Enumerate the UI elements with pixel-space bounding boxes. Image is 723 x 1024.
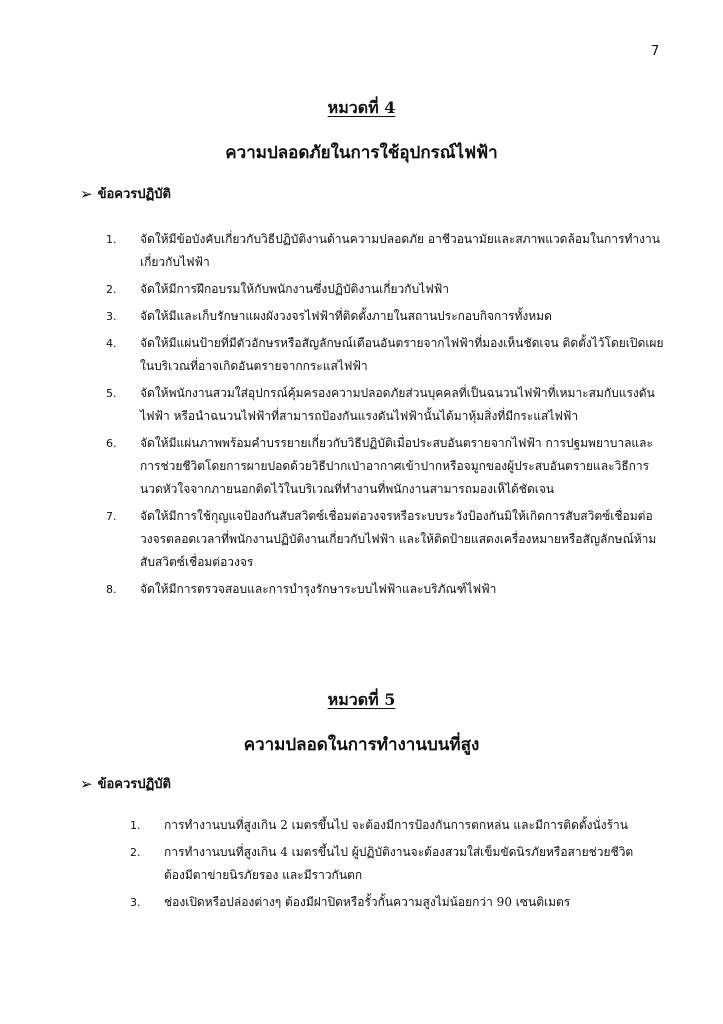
list-item-number: 4.: [106, 337, 117, 350]
arrow-bullet-icon: ➢: [80, 184, 93, 203]
list-item-text: จัดให้พนักงานสวมใส่อุปกรณ์คุ้มครองความปลอดภัยส่วนบุคคลที่เป็นฉนวนไฟฟ้าที่เหมาะสมกับแรงดันไฟฟ้า หรือนำฉนวนไฟฟ้าที่สามารถป้องกันแรงดันไฟฟ้านั้นได้มาหุ้มสิ่งที่มีกระแสไฟฟ้า: [140, 386, 655, 423]
list-item-text: จัดให้มีแผ่นภาพพร้อมคำบรรยายเกี่ยวกับวิธีปฏิบัติเมื่อประสบอันตรายจากไฟฟ้า การปฐมพยาบาลและการช่วยชีวิตโดยการผายปอดด้วยวิธีปากเป่าอากาศเข้าปากหรือจมูกของผู้ประสบอันตรายและวิธีการนวดหัวใจจากภายนอกติดไว้ในบริเวณที่ทำงานที่พนักงานสามารถมองเห็ได้ชัดเจน: [140, 436, 653, 496]
list-item: [106, 505, 666, 574]
list-item-text: จัดให้มีการใช้กุญแจป้องกันสับสวิตซ์เชื่อมต่อวงจรหรือระบบระวังป้องกันมิให้เกิดการสับสวิตซ์เชื่อมต่อวงจรตลอดเวลาที่พนักงานปฏิบัติงานเกี่ยวกับไฟฟ้า และให้ติดป้ายแสดงเครื่องหมายหรือสัญลักษณ์ห้ามสับสวิตซ์เชื่อมต่อวงจร: [140, 509, 657, 569]
chapter-5-practice-heading: [80, 773, 171, 794]
list-item: [106, 432, 666, 501]
list-item-text: การทำงานบนที่สูงเกิน 4 เมตรขึ้นไป ผู้ปฏิบัติงานจะต้องสวมใส่เข็มขัดนิรภัยหรือสายช่วยชีวิตต้องมีตาข่ายนิรภัยรอง และมีราวกันตก: [164, 845, 634, 882]
arrow-bullet-icon: ➢: [80, 774, 93, 793]
list-item-number: 1.: [106, 233, 117, 246]
list-item-text: จัดให้มีแผ่นป้ายที่มีตัวอักษรหรือสัญลักษณ์เตือนอันตรายจากไฟฟ้าที่มองเห็นชัดเจน ติดตั้งไว้โดยเปิดเผยในบริเวณที่อาจเกิดอันตรายจากกระแสไฟฟ้า: [140, 336, 664, 373]
chapter-4-practice-heading: [80, 183, 171, 204]
list-item: [106, 278, 666, 301]
list-item-text: ช่องเปิดหรือปล่องต่างๆ ต้องมีฝาปิดหรือรั้วกั้นความสูงไม่น้อยกว่า 90 เซนติเมตร: [164, 895, 571, 909]
list-item-number: 3.: [130, 896, 141, 909]
list-item: [106, 382, 666, 428]
page-number: 7: [651, 44, 660, 59]
list-item: [130, 814, 650, 837]
practice-heading-label: ข้อควรปฏิบัติ: [97, 187, 171, 202]
chapter-5-subtitle: ความปลอดในการทำงานบนที่สูง: [243, 735, 480, 755]
list-item-text: จัดให้มีการฝึกอบรมให้กับพนักงานซึ่งปฏิบัติงานเกี่ยวกับไฟฟ้า: [140, 282, 449, 296]
list-item-number: 7.: [106, 510, 117, 523]
list-item-number: 3.: [106, 310, 117, 323]
list-item-number: 5.: [106, 387, 117, 400]
list-item-text: จัดให้มีข้อบังคับเกี่ยวกับวิธีปฏิบัติงานด้านความปลอดภัย อาชีวอนามัยและสภาพแวดล้อมในการทำงานเกี่ยวกับไฟฟ้า: [140, 232, 660, 269]
list-item-number: 2.: [106, 283, 117, 296]
chapter-4-list: [106, 228, 666, 605]
list-item-number: 6.: [106, 437, 117, 450]
list-item-number: 2.: [130, 846, 141, 859]
list-item: [106, 228, 666, 274]
list-item: [130, 891, 650, 914]
chapter-4-title: หมวดที่ 4: [327, 98, 396, 117]
list-item-text: จัดให้มีการตรวจสอบและการบำรุงรักษาระบบไฟฟ้าและบริภัณฑ์ไฟฟ้า: [140, 582, 497, 596]
list-item-number: 1.: [130, 819, 141, 832]
practice-heading-label: ข้อควรปฏิบัติ: [97, 777, 171, 792]
list-item: [130, 841, 650, 887]
list-item: [106, 332, 666, 378]
list-item-text: การทำงานบนที่สูงเกิน 2 เมตรขึ้นไป จะต้องมีการป้องกันการตกหล่น และมีการติดตั้งนั่งร้าน: [164, 818, 628, 832]
list-item-text: จัดให้มีและเก็บรักษาแผงผังวงจรไฟฟ้าที่ติดตั้งภายในสถานประกอบกิจการทั้งหมด: [140, 309, 552, 323]
list-item-number: 8.: [106, 583, 117, 596]
chapter-5-list: [130, 814, 650, 918]
chapter-4-subtitle: ความปลอดภัยในการใช้อุปกรณ์ไฟฟ้า: [225, 143, 498, 163]
chapter-5-title: หมวดที่ 5: [327, 690, 396, 709]
list-item: [106, 305, 666, 328]
list-item: [106, 578, 666, 601]
